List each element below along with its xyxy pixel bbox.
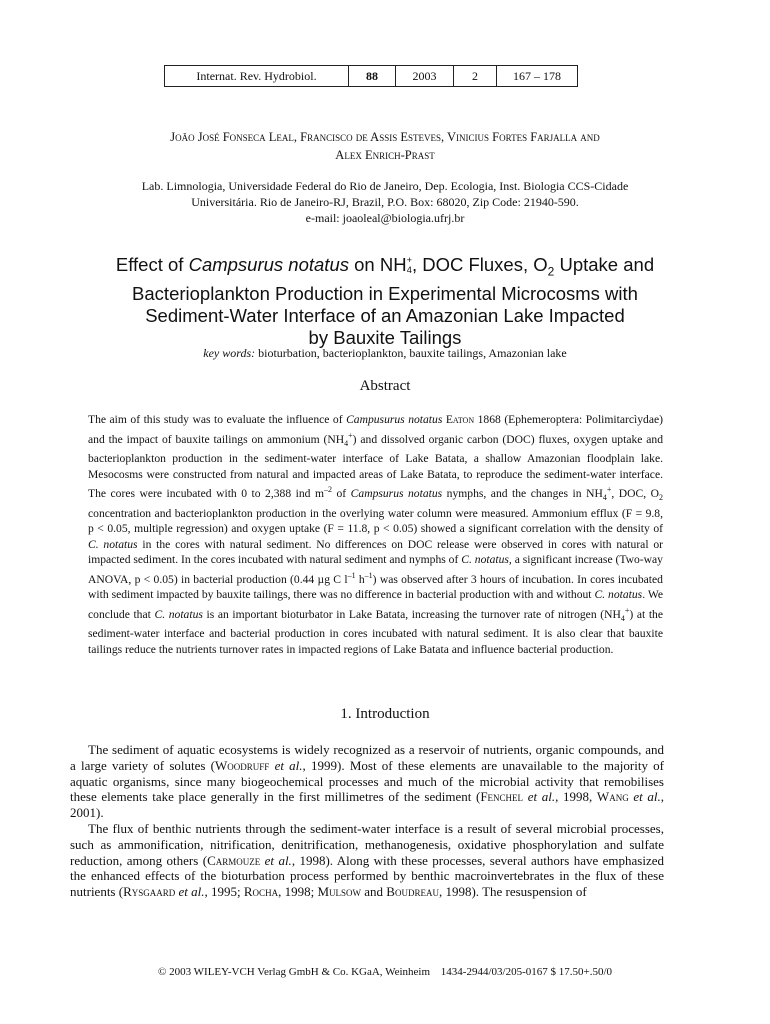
keywords-label: key words: bbox=[203, 346, 256, 360]
species-name: C. notatus, bbox=[461, 553, 512, 567]
abstract-text: in the cores with natural sediment. No differences on DOC release were observed in cores with natural or impacted sediment. In the cores incubated with natural sediment and nymphs of bbox=[88, 537, 663, 567]
page-range: 167 – 178 bbox=[497, 66, 578, 87]
title-line-2: Bacterioplankton Production in Experimental Microcosms with bbox=[132, 282, 638, 304]
title-nh4-script bbox=[407, 255, 412, 275]
title-text: Uptake and bbox=[554, 254, 655, 275]
affiliation bbox=[60, 178, 710, 226]
taxon-author: Eaton bbox=[445, 413, 475, 426]
title-species: Campsurus notatus bbox=[188, 254, 349, 275]
superscript: –2 bbox=[323, 485, 332, 495]
citation-author: Rocha bbox=[243, 884, 279, 900]
citation-etal: et al. bbox=[264, 852, 292, 868]
body-text: , 1995; bbox=[204, 884, 241, 900]
abstract-text: , DOC, O bbox=[611, 487, 660, 501]
subscript: 4 bbox=[620, 613, 625, 623]
journal-name: Internat. Rev. Hydrobiol. bbox=[165, 66, 349, 87]
copyright-notice: © 2003 WILEY-VCH Verlag GmbH & Co. KGaA, Weinheim bbox=[157, 966, 431, 978]
species-name: C. notatus bbox=[154, 607, 203, 621]
publication-year: 2003 bbox=[396, 66, 454, 87]
body-text: , 1998). Along with these processes, several authors have emphasized the enhanced effects of the bioturbation process performed by benthic macroinvertebrates in the flux of these nutrients ( bbox=[70, 852, 665, 900]
superscript: + bbox=[348, 430, 353, 440]
introduction-body bbox=[70, 742, 664, 900]
article-code: 1434-2944/03/205-0167 $ 17.50+.50/0 bbox=[440, 966, 612, 978]
abstract-text: concentration and bacterioplankton production in the overlying water column were measured. Ammonium efflux (F = 9.8, p < 0.05, multiple regression) and oxygen uptake (F = 11.8, p < 0.05) showed a significant correlation with the density of bbox=[88, 506, 663, 536]
body-text: The flux of benthic nutrients through the sediment-water interface is a result of several microbial processes, such as ammonification, nitrification, denitrification, methanogenesis, oxidative phosphorylation and sulfate reduction, among others ( bbox=[70, 820, 664, 868]
citation-etal: et al. bbox=[633, 789, 661, 805]
title-text: Effect of bbox=[115, 254, 184, 275]
abstract-text: of bbox=[336, 487, 347, 501]
author-email: e-mail: joaoleal@biologia.ufrj.br bbox=[305, 211, 465, 225]
species-name: C. notatus bbox=[88, 537, 138, 551]
citation-etal: et al. bbox=[274, 757, 303, 773]
citation-etal: et al. bbox=[178, 884, 205, 900]
abstract-text: ) and dissolved organic carbon (DOC) fluxes, oxygen uptake and bacterioplankton production in the sediment-water interface of Lake Batata, a shallow Amazonian floodplain lake. Mesocosms were constructed from natural and impacted areas of Lake Batata, to reproduce the sediment-water interface. The cores were incubated with 0 to 2,388 ind m bbox=[88, 432, 663, 501]
paragraph bbox=[70, 742, 664, 821]
subscript: 2 bbox=[659, 493, 664, 503]
title-subscript: 4 bbox=[406, 265, 412, 276]
subscript: 4 bbox=[602, 493, 607, 503]
volume-number: 88 bbox=[349, 66, 396, 87]
abstract-text: 1868 (Ephemeroptera: Polimitarcìydae) and the impact of bauxite tailings on ammonium (NH bbox=[88, 413, 663, 446]
body-text: The sediment of aquatic ecosystems is widely recognized as a reservoir of nutrients, organic compounds, and a large variety of solutes ( bbox=[70, 742, 664, 773]
keywords bbox=[60, 346, 710, 361]
species-name: Campusurus notatus bbox=[346, 413, 443, 426]
title-subscript: 2 bbox=[547, 264, 555, 279]
body-text: , 1998, bbox=[555, 789, 593, 805]
citation-author: Boudreau bbox=[386, 884, 439, 900]
page-footer bbox=[60, 966, 710, 978]
abstract-text: h bbox=[355, 572, 365, 586]
citation-author: Fenchel bbox=[480, 789, 524, 805]
citation-author: Wang bbox=[596, 789, 629, 805]
body-text: , 1998; bbox=[278, 884, 315, 900]
paper-title bbox=[50, 254, 720, 349]
author-line-1: João José Fonseca Leal, Francisco de Assis Esteves, Vinicius Fortes Farjalla and bbox=[170, 130, 600, 144]
section-heading-introduction: 1. Introduction bbox=[340, 706, 430, 722]
citation-author: Woodruff bbox=[215, 757, 270, 773]
body-text: , 2001). bbox=[70, 789, 665, 821]
abstract-text: . We conclude that bbox=[88, 588, 664, 621]
author-list bbox=[60, 128, 710, 164]
title-line-4: by Bauxite Tailings bbox=[308, 326, 462, 348]
abstract-body bbox=[88, 412, 663, 657]
body-text: and bbox=[364, 884, 384, 900]
citation-author: Rysgaard bbox=[123, 884, 176, 900]
citation-author: Carmouze bbox=[207, 852, 261, 868]
title-text: , DOC Fluxes, O bbox=[411, 254, 548, 275]
species-name: Campsurus notatus bbox=[350, 487, 443, 501]
title-superscript: + bbox=[406, 255, 412, 266]
superscript: + bbox=[624, 605, 630, 615]
affiliation-line-1: Lab. Limnologia, Universidade Federal do Rio de Janeiro, Dep. Ecologia, Inst. Biologia CCS-Cidade bbox=[141, 179, 629, 193]
affiliation-line-2: Universitária. Rio de Janeiro-RJ, Brazil, P.O. Box: 68020, Zip Code: 21940-590. bbox=[191, 195, 579, 209]
author-line-2: Alex Enrich-Prast bbox=[335, 148, 435, 162]
issue-number: 2 bbox=[454, 66, 497, 87]
abstract-text: is an important bioturbator in Lake Batata, increasing the turnover rate of nitrogen (NH bbox=[206, 607, 621, 621]
title-text: on NH bbox=[354, 254, 407, 275]
superscript: + bbox=[606, 485, 612, 495]
body-text: , 1999). Most of these elements are unavailable to the majority of aquatic organisms, since many biogeochemical processes and much of the microbial activity that remobilises these elements take place generally in the first millimetres of the sediment ( bbox=[70, 757, 665, 805]
abstract-heading: Abstract bbox=[359, 378, 411, 394]
title-line-3: Sediment-Water Interface of an Amazonian Lake Impacted bbox=[145, 304, 625, 326]
superscript: –1 bbox=[364, 570, 373, 580]
keywords-text: bioturbation, bacterioplankton, bauxite tailings, Amazonian lake bbox=[258, 346, 567, 360]
abstract-text: The aim of this study was to evaluate the influence of bbox=[88, 413, 343, 426]
subscript: 4 bbox=[344, 438, 349, 448]
abstract-text: ) at the sediment-water interface and bacterial production in cores incubated with natural sediment. It is also clear that bauxite tailings reduce the nutrients turnover rates in impacted regions of Lake Batata and influence bacterial production. bbox=[88, 607, 663, 656]
body-text: , 1998). The resuspension of bbox=[438, 884, 587, 900]
citation-author: Mulsow bbox=[317, 884, 362, 900]
journal-header-table bbox=[164, 65, 578, 87]
superscript: –1 bbox=[347, 570, 356, 580]
abstract-text: ) was observed after 3 hours of incubation. In cores incubated with sediment impacted by bauxite tailings, there was no difference in bacterial production with and without bbox=[88, 572, 663, 602]
abstract-text: a significant increase (Two-way ANOVA, p < 0.05) in bacterial production (0.44 µg C l bbox=[88, 553, 663, 586]
abstract-text: nymphs, and the changes in NH bbox=[446, 487, 603, 501]
paragraph bbox=[70, 821, 664, 900]
citation-etal: et al. bbox=[527, 789, 556, 805]
species-name: C. notatus bbox=[594, 588, 643, 602]
